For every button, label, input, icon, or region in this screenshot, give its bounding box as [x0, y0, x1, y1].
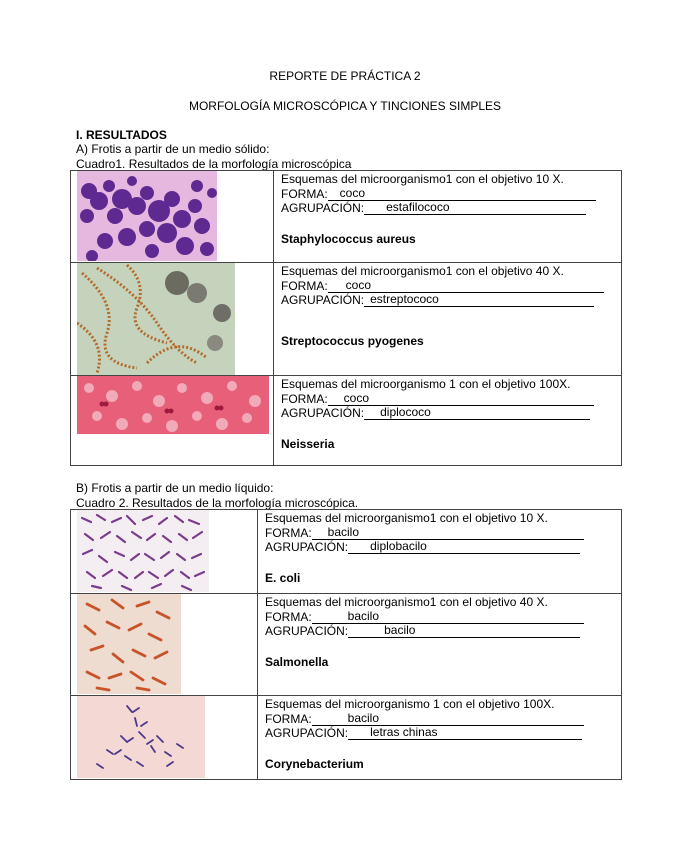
- species-name: Neisseria: [281, 436, 335, 451]
- forma-value: bacilo: [312, 526, 584, 540]
- forma-label: FORMA:: [265, 609, 312, 624]
- description-cell: [274, 376, 622, 466]
- agrupacion-label: AGRUPACIÓN:: [265, 624, 349, 638]
- forma-value: coco: [328, 392, 594, 406]
- salmonella-micrograph: [77, 594, 181, 694]
- report-subtitle: MORFOLOGÍA MICROSCÓPICA Y TINCIONES SIMPLES: [188, 99, 502, 113]
- table-row: [71, 594, 622, 696]
- agrupacion-value: estreptococo: [364, 293, 594, 307]
- results-table-liquid: [70, 509, 622, 780]
- forma-label: FORMA:: [281, 391, 328, 406]
- agrupacion-value: diplococo: [364, 406, 590, 420]
- forma-value: bacilo: [312, 712, 584, 726]
- forma-value: coco: [328, 279, 604, 293]
- agrupacion-label: AGRUPACIÓN:: [281, 201, 365, 215]
- image-cell: [71, 376, 274, 466]
- scheme-text: Esquemas del microorganismo1 con el objetivo 40 X.: [265, 595, 548, 609]
- table-row: [71, 696, 622, 780]
- agrupacion-label: AGRUPACIÓN:: [281, 406, 365, 420]
- table-row: [71, 171, 622, 263]
- e-coli-micrograph: [77, 510, 209, 592]
- species-name: Streptococcus pyogenes: [281, 333, 424, 348]
- scheme-text: Esquemas del microorganismo 1 con el objetivo 100X.: [281, 377, 571, 391]
- agrupacion-value: letras chinas: [348, 726, 582, 740]
- description-cell: [258, 510, 622, 594]
- neisseria-micrograph: [77, 376, 269, 434]
- forma-label: FORMA:: [265, 525, 312, 540]
- agrupacion-value: bacilo: [348, 624, 580, 638]
- section-heading: I. RESULTADOS: [76, 128, 167, 142]
- forma-label: FORMA:: [281, 186, 328, 201]
- part-b-heading: B) Frotis a partir de un medio líquido:: [76, 481, 274, 495]
- description-cell: [274, 263, 622, 376]
- scheme-text: Esquemas del microorganismo1 con el objetivo 10 X.: [265, 511, 548, 525]
- agrupacion-label: AGRUPACIÓN:: [265, 726, 349, 740]
- table-row: [71, 510, 622, 594]
- image-cell: [71, 594, 258, 696]
- forma-value: bacilo: [312, 610, 584, 624]
- streptococcus-micrograph: [77, 263, 235, 375]
- scheme-text: Esquemas del microorganismo 1 con el objetivo 100X.: [265, 697, 555, 711]
- agrupacion-label: AGRUPACIÓN:: [265, 540, 349, 554]
- description-cell: [274, 171, 622, 263]
- forma-label: FORMA:: [281, 278, 328, 293]
- image-cell: [71, 696, 258, 780]
- species-name: Staphylococcus aureus: [281, 231, 416, 246]
- image-cell: [71, 510, 258, 594]
- table-row: [71, 263, 622, 376]
- species-name: E. coli: [265, 570, 301, 585]
- table-1-caption: Cuadro1. Resultados de la morfología microscópica: [76, 157, 352, 171]
- image-cell: [71, 171, 274, 263]
- image-cell: [71, 263, 274, 376]
- report-title: REPORTE DE PRÁCTICA 2: [269, 69, 421, 83]
- part-a-heading: A) Frotis a partir de un medio sólido:: [76, 142, 270, 156]
- description-cell: [258, 696, 622, 780]
- table-2-caption: Cuadro 2. Resultados de la morfología microscópica.: [76, 496, 359, 510]
- scheme-text: Esquemas del microorganismo1 con el objetivo 10 X.: [281, 172, 564, 186]
- description-cell: [258, 594, 622, 696]
- agrupacion-value: diplobacilo: [348, 540, 580, 554]
- table-row: [71, 376, 622, 466]
- scheme-text: Esquemas del microorganismo1 con el objetivo 40 X.: [281, 264, 564, 278]
- species-name: Salmonella: [265, 654, 329, 669]
- staphylococcus-micrograph: [77, 171, 217, 261]
- species-name: Corynebacterium: [265, 756, 364, 771]
- agrupacion-label: AGRUPACIÓN:: [281, 293, 365, 307]
- agrupacion-value: estafilococo: [364, 201, 586, 215]
- forma-label: FORMA:: [265, 711, 312, 726]
- results-table-solid: [70, 170, 622, 466]
- forma-value: coco: [328, 187, 596, 201]
- corynebacterium-micrograph: [77, 696, 205, 778]
